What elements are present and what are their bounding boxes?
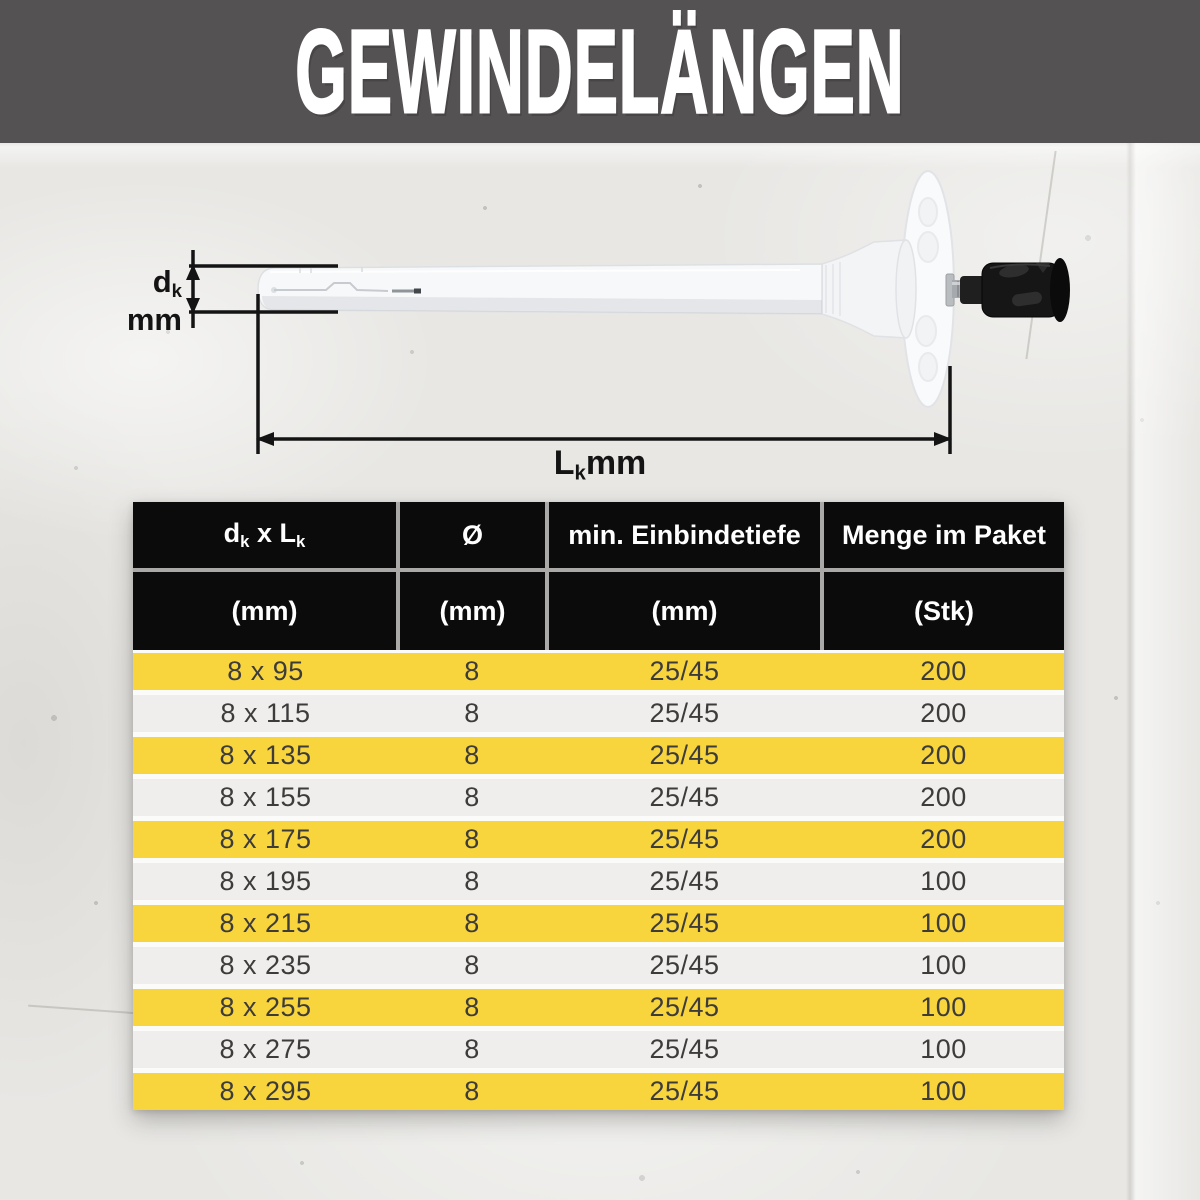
table-row [133,863,1064,900]
table-header-units [133,572,1064,650]
cell-diameter: 8 [464,740,480,770]
cell-size: 8 x 275 [219,1034,312,1064]
cell-diameter: 8 [464,782,480,812]
table-row [133,779,1064,816]
unit-mm: (mm) [400,572,545,650]
cell-diameter: 8 [464,824,480,854]
unit-mm: (mm) [549,572,820,650]
cell-qty: 100 [920,908,967,938]
unit-mm: (mm) [133,572,396,650]
cell-embed-depth: 25/45 [649,866,720,896]
lk-dimension-label: $L_kmm$ [553,444,647,485]
cell-diameter: 8 [464,1076,480,1106]
cell-diameter: 8 [464,866,480,896]
cell-embed-depth: 25/45 [649,950,720,980]
cell-size: 8 x 215 [219,908,312,938]
page-title: GEWINDELÄNGEN [295,5,905,138]
anchor-diagram [0,0,1200,500]
spec-table [133,502,1064,1110]
cell-qty: 200 [920,782,967,812]
table-header-titles [133,502,1064,568]
cell-size: 8 x 255 [219,992,312,1022]
cell-size: 8 x 95 [227,656,304,686]
cell-qty: 100 [920,992,967,1022]
cell-qty: 200 [920,740,967,770]
cell-diameter: 8 [464,950,480,980]
cell-embed-depth: 25/45 [649,824,720,854]
table-row [133,1073,1064,1110]
cell-embed-depth: 25/45 [649,782,720,812]
table-row [133,653,1064,690]
table-row [133,989,1064,1026]
cell-diameter: 8 [464,992,480,1022]
col-header-dk-x-lk: $d_k$ x $L_k$ [133,502,396,568]
cell-qty: 200 [920,824,967,854]
cell-size: 8 x 135 [219,740,312,770]
cell-diameter: 8 [464,656,480,686]
hammer-head [960,258,1070,322]
cell-size: 8 x 115 [220,698,311,728]
cell-qty: 100 [920,866,967,896]
cell-embed-depth: 25/45 [649,1076,720,1106]
table-header [133,502,1064,650]
table-row [133,1031,1064,1068]
col-header-package-qty: Menge im Paket [824,502,1064,568]
cell-diameter: 8 [464,908,480,938]
cell-qty: 100 [920,1076,967,1106]
cell-size: 8 x 155 [219,782,312,812]
cell-qty: 200 [920,656,967,686]
cell-size: 8 x 195 [219,866,312,896]
cell-size: 8 x 235 [219,950,312,980]
cell-embed-depth: 25/45 [649,698,720,728]
dowel-shaft [258,264,822,314]
col-header-embed-depth: min. Einbindetiefe [549,502,820,568]
cell-embed-depth: 25/45 [649,992,720,1022]
unit-stk: (Stk) [824,572,1064,650]
cell-embed-depth: 25/45 [649,1034,720,1064]
dk-dimension-label [58,266,182,335]
cell-embed-depth: 25/45 [649,656,720,686]
cell-diameter: 8 [464,698,480,728]
cell-qty: 200 [920,698,967,728]
cell-embed-depth: 25/45 [649,740,720,770]
dk-symbol: $d_k$ [152,264,182,302]
col-header-diameter: Ø [400,502,545,568]
cell-size: 8 x 295 [219,1076,312,1106]
cell-qty: 100 [920,950,967,980]
dk-unit: mm [126,301,182,337]
table-row [133,905,1064,942]
table-row [133,695,1064,732]
table-row [133,737,1064,774]
table-body [133,650,1064,1110]
dowel-cone [822,240,916,338]
cell-qty: 100 [920,1034,967,1064]
table-row [133,821,1064,858]
cell-size: 8 x 175 [219,824,312,854]
cell-diameter: 8 [464,1034,480,1064]
table-row [133,947,1064,984]
cell-embed-depth: 25/45 [649,908,720,938]
